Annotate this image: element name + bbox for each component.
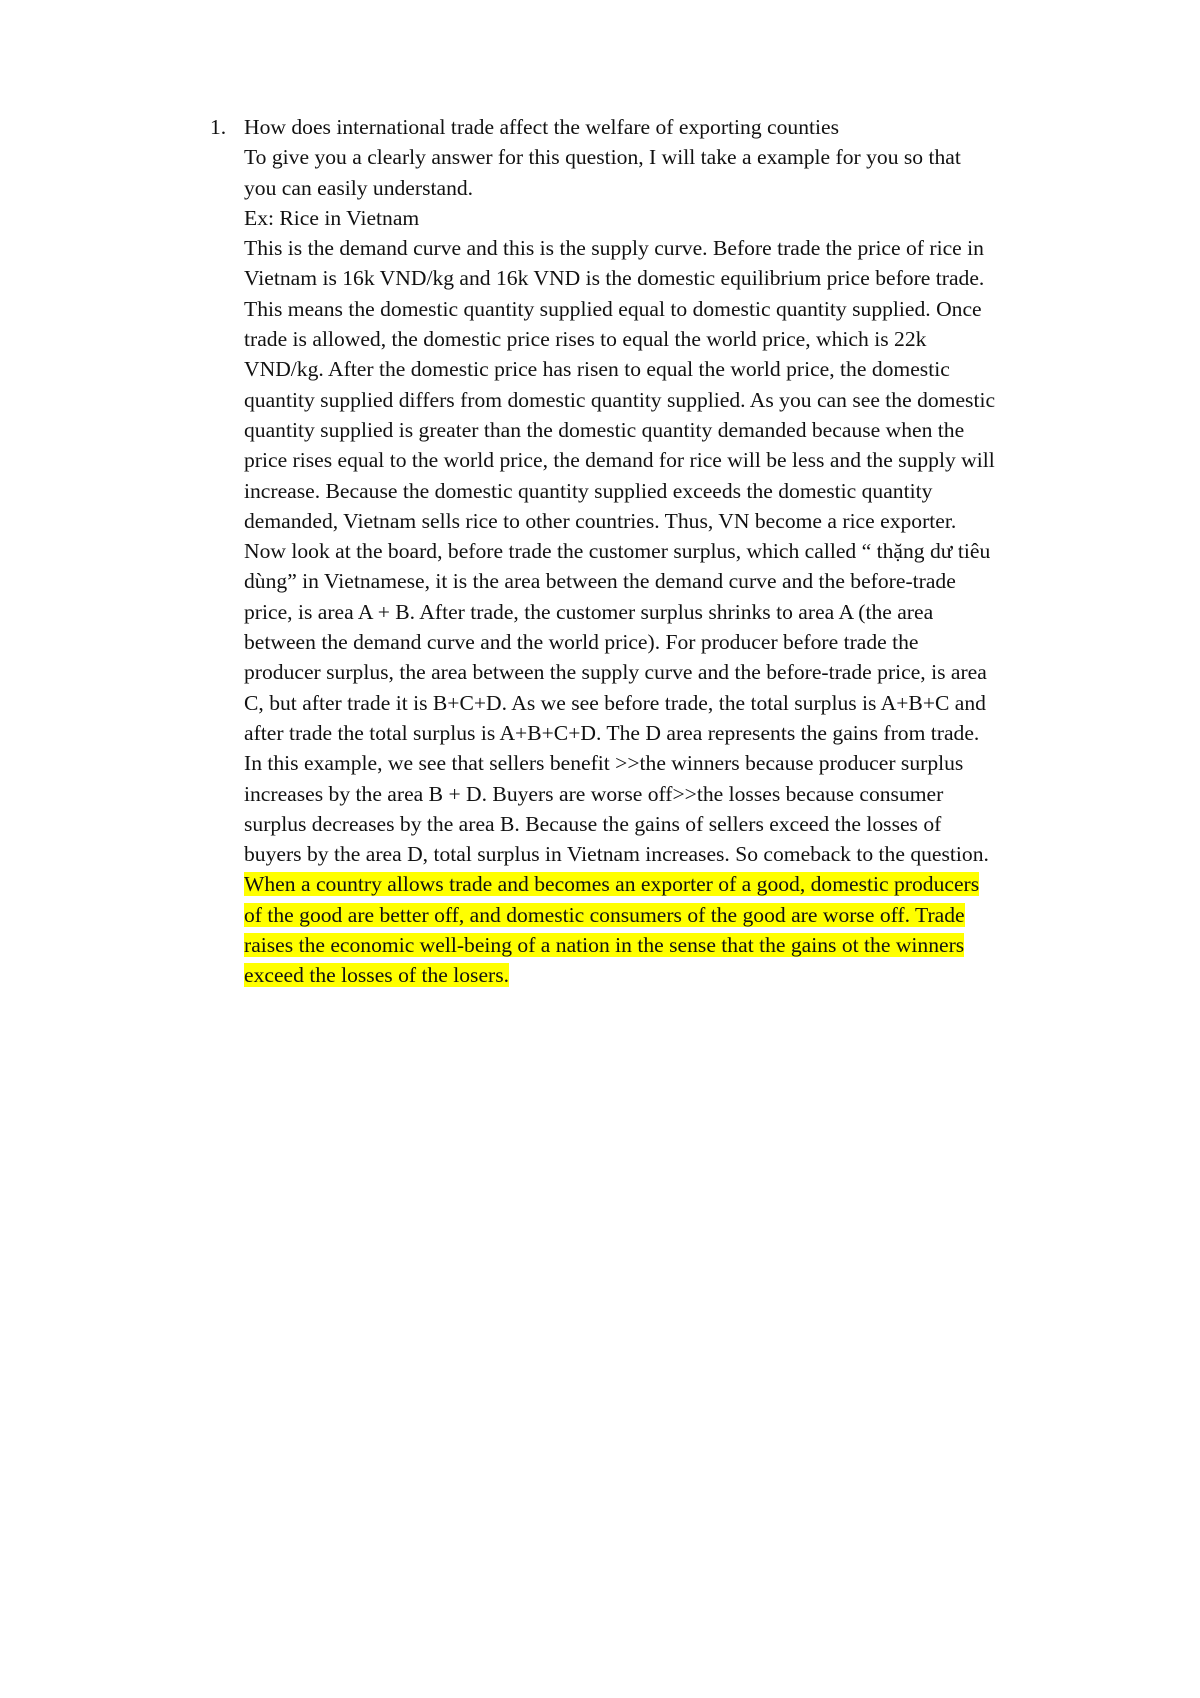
answer-line: quantity supplied is greater than the domestic quantity demanded because when the [244,417,965,442]
answer-line: This means the domestic quantity supplied equal to domestic quantity supplied. Once [244,296,982,321]
answer-line: In this example, we see that sellers benefit >>the winners because producer surplus [244,751,964,776]
conclusion-line [244,960,1106,990]
highlighted-text: raises the economic well-being of a nation in the sense that the gains ot the winners [244,933,965,958]
answer-line: trade is allowed, the domestic price rises to equal the world price, which is 22k [244,327,927,352]
answer-line: quantity supplied differs from domestic quantity supplied. As you can see the domestic [244,387,996,412]
answer-line: demanded, Vietnam sells rice to other countries. Thus, VN become a rice exporter. [244,508,957,533]
highlighted-text: exceed the losses of the losers. [244,963,510,988]
conclusion-line [244,900,1106,930]
answer-line: price rises equal to the world price, the demand for rice will be less and the supply will [244,448,995,473]
answer-line: This is the demand curve and this is the supply curve. Before trade the price of rice in [244,236,984,261]
answer-line: increases by the area B + D. Buyers are worse off>>the losses because consumer [244,781,944,806]
answer-body [244,112,1106,991]
answer-line: Now look at the board, before trade the customer surplus, which called “ thặng dư tiêu [244,539,991,564]
answer-line: after trade the total surplus is A+B+C+D. The D area represents the gains from trade. [244,720,980,745]
answer-line: producer surplus, the area between the supply curve and the before-trade price, is area [244,660,987,685]
answer-line: price, is area A + B. After trade, the customer surplus shrinks to area A (the area [244,599,934,624]
answer-line: To give you a clearly answer for this question, I will take a example for you so that [244,145,961,170]
question-heading: How does international trade affect the welfare of exporting counties [244,115,839,139]
answer-line: buyers by the area D, total surplus in Vietnam increases. So comeback to the question. [244,842,989,867]
conclusion-line [244,869,1106,899]
answer-line: dùng” in Vietnamese, it is the area between the demand curve and the before-trade [244,569,956,594]
answer-line: VND/kg. After the domestic price has risen to equal the world price, the domestic [244,357,950,382]
conclusion-line [244,930,1106,960]
highlighted-text: When a country allows trade and becomes an exporter of a good, domestic producers [244,872,980,897]
list-number: 1. [210,115,227,139]
answer-line: surplus decreases by the area B. Because the gains of sellers exceed the losses of [244,811,942,836]
answer-line: C, but after trade it is B+C+D. As we see before trade, the total surplus is A+B+C and [244,690,986,715]
answer-line: Ex: Rice in Vietnam [244,205,420,230]
answer-line: you can easily understand. [244,175,474,200]
answer-line: increase. Because the domestic quantity supplied exceeds the domestic quantity [244,478,933,503]
highlighted-text: of the good are better off, and domestic consumers of the good are worse off. Trade [244,902,965,927]
answer-line: Vietnam is 16k VND/kg and 16k VND is the domestic equilibrium price before trade. [244,266,985,291]
answer-line: between the demand curve and the world price). For producer before trade the [244,630,919,655]
